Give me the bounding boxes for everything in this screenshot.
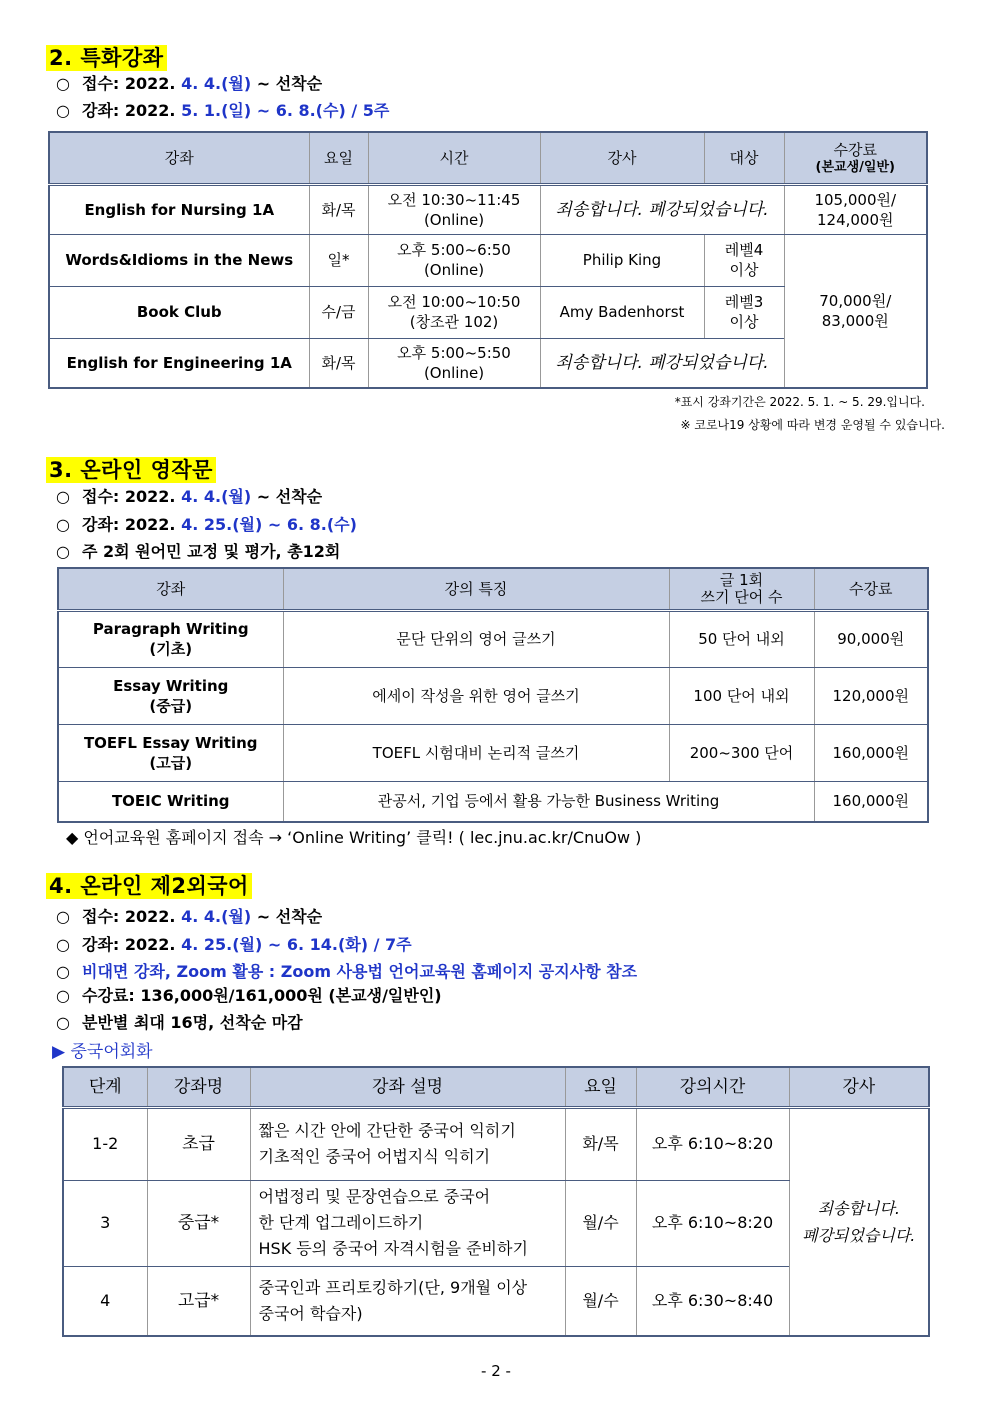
course-words: 50 단어 내외 [669, 610, 814, 667]
course-day: 월/수 [565, 1266, 636, 1336]
th-course: 강좌 [49, 132, 309, 184]
section2-heading: 2. 특화강좌 [46, 45, 167, 71]
th-name: 강좌명 [147, 1067, 250, 1107]
course-name: Essay Writing (중급) [58, 667, 283, 724]
s3-registration-line: ○ 접수: 2022. 4. 4.(월) ~ 선착순 [56, 487, 323, 506]
th-level: 단계 [63, 1067, 147, 1107]
cancelled-notice: 죄송합니다. 폐강되었습니다. [540, 338, 784, 388]
course-day: 월/수 [565, 1180, 636, 1266]
th-feature: 강의 특징 [283, 568, 669, 610]
s4-zoom-line: ○ 비대면 강좌, Zoom 활용 : Zoom 사용법 언어교육원 홈페이지 공지사항 참조 [56, 962, 638, 981]
course-fee: 120,000원 [814, 667, 928, 724]
s2-note-covid: ※ 코로나19 상황에 따라 변경 운영될 수 있습니다. [680, 418, 945, 432]
th-course: 강좌 [58, 568, 283, 610]
course-time: 오후 5:00~5:50 (Online) [368, 338, 540, 388]
course-day: 화/목 [565, 1107, 636, 1180]
course-description: 어법정리 및 문장연습으로 중국어 한 단계 업그레이드하기 HSK 등의 중국어 자격시험을 준비하기 [250, 1180, 565, 1266]
special-courses-table [48, 131, 928, 389]
th-fee: 수강료 [814, 568, 928, 610]
online-writing-link-note: ◆ 언어교육원 홈페이지 접속 → ‘Online Writing’ 클릭! ( lec.jnu.ac.kr/CnuOw ) [66, 828, 642, 847]
table-row [58, 667, 928, 724]
course-fee: 160,000원 [814, 724, 928, 781]
course-time: 오전 10:00~10:50 (창조관 102) [368, 286, 540, 338]
course-fee: 90,000원 [814, 610, 928, 667]
course-level: 3 [63, 1180, 147, 1266]
th-time: 시간 [368, 132, 540, 184]
table-row [58, 781, 928, 822]
course-description: 중국인과 프리토킹하기(단, 9개월 이상 중국어 학습자) [250, 1266, 565, 1336]
s4-capacity-line: ○ 분반별 최대 16명, 선착순 마감 [56, 1013, 303, 1032]
section4-heading: 4. 온라인 제2외국어 [46, 873, 252, 899]
cancelled-notice: 죄송합니다. 폐강되었습니다. [789, 1107, 929, 1336]
course-description: 짧은 시간 안에 간단한 중국어 익히기 기초적인 중국어 어법지식 익히기 [250, 1107, 565, 1180]
course-time: 오후 5:00~6:50 (Online) [368, 234, 540, 286]
course-level: 레벨4 이상 [704, 234, 784, 286]
s3-info-line: ○ 주 2회 원어민 교정 및 평가, 총12회 [56, 542, 341, 561]
course-level: 4 [63, 1266, 147, 1336]
course-fee: 160,000원 [814, 781, 928, 822]
th-day: 요일 [309, 132, 368, 184]
course-time: 오전 10:30~11:45 (Online) [368, 184, 540, 234]
th-instructor: 강사 [540, 132, 704, 184]
course-name: TOEFL Essay Writing (고급) [58, 724, 283, 781]
table-row [49, 184, 927, 234]
course-feature: 에세이 작성을 위한 영어 글쓰기 [283, 667, 669, 724]
course-name: English for Nursing 1A [49, 184, 309, 234]
course-name: English for Engineering 1A [49, 338, 309, 388]
th-word-count: 글 1회 쓰기 단어 수 [669, 568, 814, 610]
course-day: 일* [309, 234, 368, 286]
cancelled-notice: 죄송합니다. 폐강되었습니다. [540, 184, 784, 234]
course-time: 오후 6:30~8:40 [636, 1266, 789, 1336]
chinese-conversation-subheading: ▶ 중국어회화 [52, 1042, 153, 1062]
course-day: 수/금 [309, 286, 368, 338]
s2-note-period: *표시 강좌기간은 2022. 5. 1. ~ 5. 29.입니다. [674, 395, 925, 409]
table-row [63, 1107, 929, 1180]
table-row [58, 610, 928, 667]
s4-course-period-line: ○ 강좌: 2022. 4. 25.(월) ~ 6. 14.(화) / 7주 [56, 935, 412, 954]
s4-fee-line: ○ 수강료: 136,000원/161,000원 (본교생/일반인) [56, 986, 442, 1005]
course-feature: 관공서, 기업 등에서 활용 가능한 Business Writing [283, 781, 814, 822]
course-name: Book Club [49, 286, 309, 338]
course-level: 1-2 [63, 1107, 147, 1180]
table-row [58, 724, 928, 781]
online-writing-table [57, 567, 929, 823]
th-instructor: 강사 [789, 1067, 929, 1107]
s4-registration-line: ○ 접수: 2022. 4. 4.(월) ~ 선착순 [56, 907, 323, 926]
s2-course-period-line: ○ 강좌: 2022. 5. 1.(일) ~ 6. 8.(수) / 5주 [56, 101, 390, 120]
th-day: 요일 [565, 1067, 636, 1107]
course-day: 화/목 [309, 184, 368, 234]
s2-registration-line: ○ 접수: 2022. 4. 4.(월) ~ 선착순 [56, 74, 323, 93]
course-time: 오후 6:10~8:20 [636, 1107, 789, 1180]
th-time: 강의시간 [636, 1067, 789, 1107]
chinese-courses-table [62, 1066, 930, 1337]
course-name: TOEIC Writing [58, 781, 283, 822]
course-name: 중급* [147, 1180, 250, 1266]
page-number: - 2 - [481, 1362, 511, 1380]
course-fee-shared: 70,000원/ 83,000원 [784, 234, 927, 388]
th-description: 강좌 설명 [250, 1067, 565, 1107]
course-name: 초급 [147, 1107, 250, 1180]
course-level: 레벨3 이상 [704, 286, 784, 338]
course-words: 200~300 단어 [669, 724, 814, 781]
course-time: 오후 6:10~8:20 [636, 1180, 789, 1266]
s3-course-period-line: ○ 강좌: 2022. 4. 25.(월) ~ 6. 8.(수) [56, 515, 357, 534]
course-words: 100 단어 내외 [669, 667, 814, 724]
course-feature: 문단 단위의 영어 글쓰기 [283, 610, 669, 667]
th-target: 대상 [704, 132, 784, 184]
course-name: Paragraph Writing (기초) [58, 610, 283, 667]
course-day: 화/목 [309, 338, 368, 388]
course-instructor: Philip King [540, 234, 704, 286]
course-name: Words&Idioms in the News [49, 234, 309, 286]
course-instructor: Amy Badenhorst [540, 286, 704, 338]
course-fee: 105,000원/ 124,000원 [784, 184, 927, 234]
course-name: 고급* [147, 1266, 250, 1336]
section3-heading: 3. 온라인 영작문 [46, 457, 216, 483]
table-row [49, 234, 927, 286]
th-fee: 수강료 (본교생/일반) [784, 132, 927, 184]
course-feature: TOEFL 시험대비 논리적 글쓰기 [283, 724, 669, 781]
